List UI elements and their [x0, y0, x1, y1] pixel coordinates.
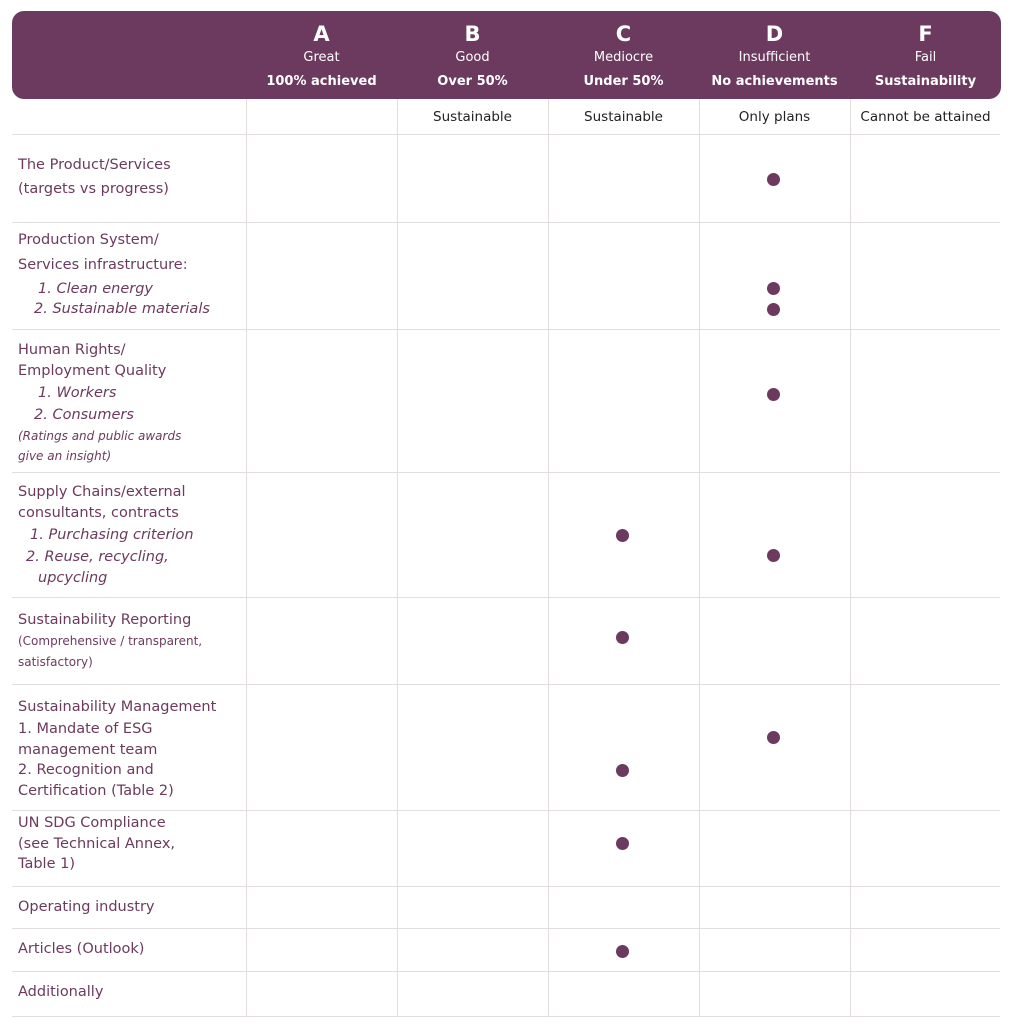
factor-label [18, 609, 244, 672]
factors-title [12, 33, 236, 83]
table-row [12, 223, 1000, 330]
subheader-row [12, 99, 1000, 135]
factor-line: (targets vs progress) [18, 181, 169, 197]
factor-line: Certification (Table 2) [18, 782, 174, 799]
factor-line: Production System/ [18, 232, 159, 248]
factor-line: Services infrastructure: [18, 257, 188, 273]
factor-line: Employment Quality [18, 362, 167, 379]
grade-letter: D [765, 22, 784, 46]
factor-label [18, 228, 244, 319]
rating-dot [767, 303, 780, 316]
rating-dot [616, 631, 629, 644]
factor-line: give an insight) [18, 448, 112, 463]
grade-sub: Over 50% [437, 74, 508, 89]
factor-label [18, 813, 244, 875]
factor-line: (Comprehensive / transparent, [18, 634, 203, 648]
grade-letter: F [918, 22, 933, 46]
table-row [12, 929, 1000, 972]
grade-sub: Sustainability [874, 74, 977, 89]
factor-line: The Product/Services [18, 157, 171, 173]
rating-dot [767, 282, 780, 295]
factor-line: upcycling [38, 569, 108, 586]
factor-line: 2. Reuse, recycling, [26, 549, 169, 565]
factor-label [18, 982, 244, 1003]
subheader-c: Sustainable [584, 109, 663, 125]
grade-word: Good [455, 50, 490, 65]
grade-letter: C [615, 22, 632, 46]
header-band [12, 11, 1001, 99]
factor-line: (see Technical Annex, [18, 835, 176, 852]
factor-line: UN SDG Compliance [18, 815, 166, 831]
grade-letter: A [313, 22, 330, 46]
grade-letter: B [464, 22, 481, 46]
factor-label [18, 482, 244, 588]
grade-word: Fail [914, 50, 937, 65]
grade-header-f [850, 11, 1001, 99]
factor-line: (Ratings and public awards [18, 428, 182, 443]
factor-line: 1. Purchasing criterion [30, 527, 194, 543]
table-row [12, 887, 1000, 929]
factor-line: Table 1) [18, 856, 75, 872]
table-row [12, 330, 1000, 473]
table-row [12, 685, 1000, 811]
rating-dot [616, 529, 629, 542]
factor-line: 2. Recognition and [18, 762, 154, 778]
rating-dot [767, 549, 780, 562]
table-row [12, 598, 1000, 685]
table-row [12, 135, 1000, 223]
factor-line: 1. Mandate of ESG [18, 721, 153, 737]
grade-header-c [548, 11, 699, 99]
factor-label [18, 897, 244, 918]
factors-title-line2: FACTORS [80, 60, 168, 80]
rating-dot [767, 173, 780, 186]
subheader-f: Cannot be attained [860, 109, 991, 125]
rating-dot [616, 945, 629, 958]
rating-dot [767, 388, 780, 401]
factors-title-line1: SUSTAINABILITY [46, 35, 202, 55]
grade-sub: Under 50% [583, 74, 664, 89]
grade-word: Mediocre [593, 50, 654, 65]
factor-line: 1. Workers [38, 385, 117, 401]
factor-line: Operating industry [18, 899, 155, 915]
subheader-b: Sustainable [433, 109, 512, 125]
factor-line: Supply Chains/external [18, 484, 186, 500]
rating-dot [616, 764, 629, 777]
factor-label [18, 939, 244, 960]
factor-line: Additionally [18, 984, 104, 1000]
factor-line: 2. Sustainable materials [34, 301, 210, 317]
grade-header-d [699, 11, 850, 99]
grade-sub: 100% achieved [266, 74, 377, 89]
factor-label [18, 695, 244, 801]
grade-header-b [397, 11, 548, 99]
factor-line: management team [18, 741, 158, 758]
grade-word: Great [303, 50, 340, 65]
factor-line: Sustainability Management [18, 699, 217, 715]
factor-line: consultants, contracts [18, 504, 179, 521]
factor-line: 1. Clean energy [38, 281, 153, 297]
rating-dot [616, 837, 629, 850]
table-row [12, 473, 1000, 598]
grade-sub: No achievements [711, 74, 838, 89]
factor-line: Articles (Outlook) [18, 941, 145, 957]
subheader-d: Only plans [738, 109, 811, 125]
factor-line: Human Rights/ [18, 342, 126, 358]
table-row [12, 972, 1000, 1017]
rating-dot [767, 731, 780, 744]
grade-word: Insufficient [738, 50, 811, 65]
table-row [12, 811, 1000, 887]
grade-header-a [246, 11, 397, 99]
factor-label [18, 340, 244, 466]
factor-line: 2. Consumers [34, 407, 134, 423]
factor-line: Sustainability Reporting [18, 612, 192, 628]
factor-label [18, 153, 244, 201]
factor-line: satisfactory) [18, 654, 93, 669]
